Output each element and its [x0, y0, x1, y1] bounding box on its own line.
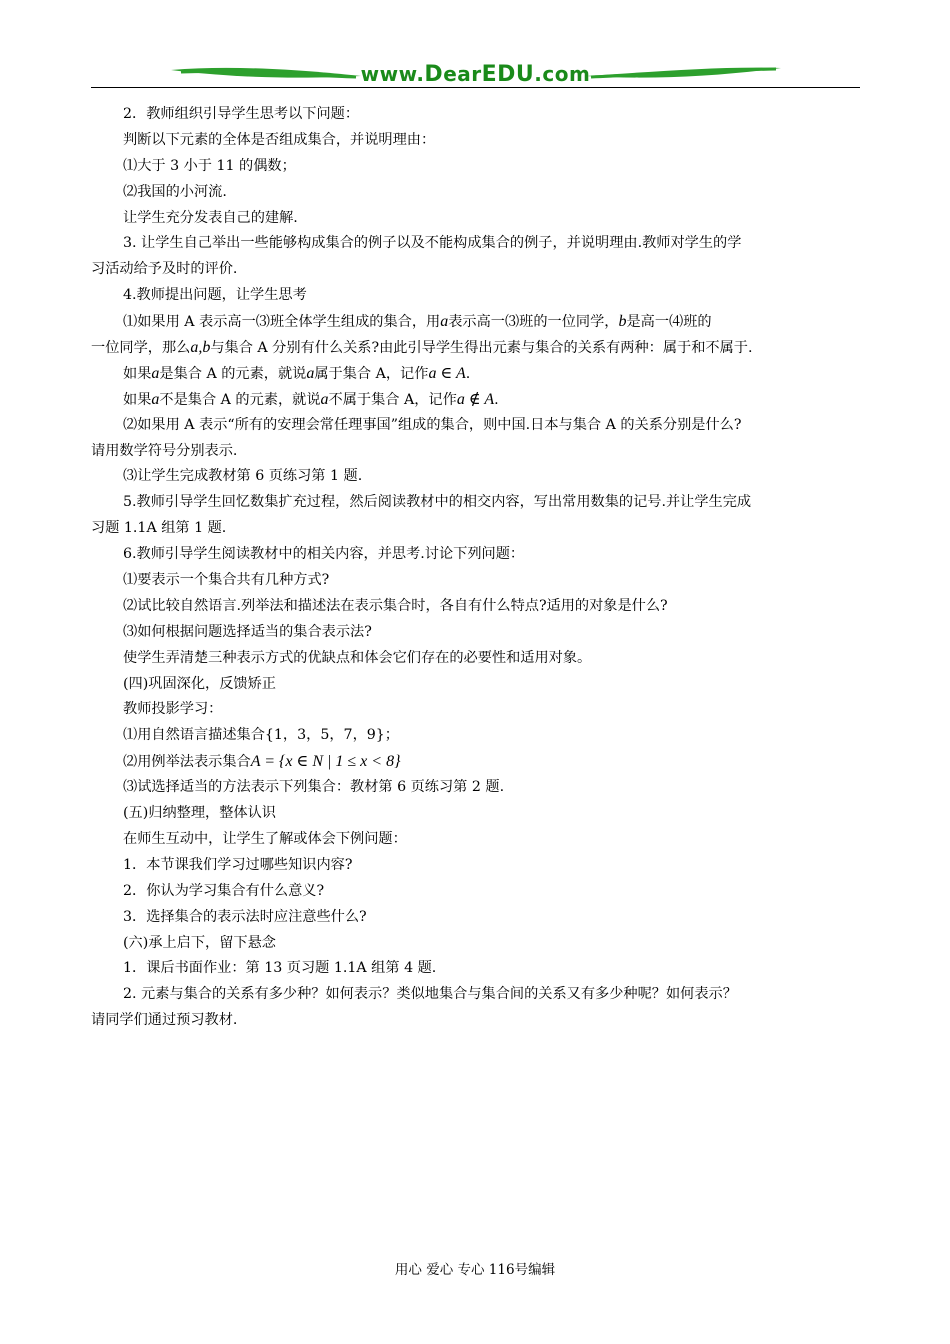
paragraph-line: 1．本节课我们学习过哪些知识内容? — [123, 856, 353, 873]
paragraph-line: 1．课后书面作业：第 13 页习题 1.1A 组第 4 题. — [123, 960, 437, 977]
paragraph-line: ⑴要表示一个集合共有几种方式? — [123, 572, 330, 589]
paragraph-line: 2．教师组织引导学生思考以下问题： — [123, 106, 360, 122]
paragraph-line: ⑶如何根据问题选择适当的集合表示法? — [123, 623, 372, 640]
paragraph-line: 如果a是集合 A 的元素，就说a属于集合 A，记作a ∈ A. — [123, 364, 471, 382]
paragraph-line: 2．你认为学习集合有什么意义? — [123, 882, 325, 899]
paragraph-line: 6.教师引导学生阅读教材中的相关内容，并思考.讨论下列问题： — [123, 546, 525, 563]
header-rule — [91, 87, 860, 88]
paragraph-line: ⑴用自然语言描述集合{1，3，5，7，9}； — [123, 727, 399, 744]
math-a-notin-A: a ∉ A — [456, 390, 495, 408]
paragraph-line: ⑵我国的小河流. — [123, 183, 227, 200]
paragraph-line: ⑶让学生完成教材第 6 页练习第 1 题. — [123, 468, 363, 485]
paragraph-line: 3. 让学生自己举出一些能够构成集合的例子以及不能构成集合的例子，并说明理由.教师对学生的学 — [123, 235, 742, 252]
paragraph-line: 2. 元素与集合的关系有多少种？如何表示？类似地集合与集合间的关系又有多少种呢？如何表示？ — [123, 986, 737, 1003]
paragraph-line: ⑶试选择适当的方法表示下列集合：教材第 6 页练习第 2 题. — [123, 779, 505, 796]
paragraph-line: ⑴如果用 A 表示高一⑶班全体学生组成的集合，用a表示高一⑶班的一位同学，b是高一⑷班的 — [123, 313, 712, 331]
paragraph-line: 请用数学符号分别表示. — [91, 442, 238, 459]
site-logo-text: www.DearEDU.com — [360, 62, 591, 87]
math-a: a — [440, 313, 449, 331]
paragraph-line: 习题 1.1A 组第 1 题. — [91, 520, 227, 537]
section-heading: (六)承上启下，留下悬念 — [123, 934, 276, 951]
paragraph-line: 如果a不是集合 A 的元素，就说a不属于集合 A，记作a ∉ A. — [123, 390, 499, 408]
paragraph-line: 在师生互动中，让学生了解或体会下例问题： — [123, 830, 407, 847]
document-body — [91, 102, 860, 1034]
paragraph-line: 3．选择集合的表示法时应注意些什么? — [123, 908, 367, 925]
paragraph-line: ⑵试比较自然语言.列举法和描述法在表示集合时，各自有什么特点?适用的对象是什么? — [123, 597, 668, 614]
math-a-in-A: a ∈ A — [428, 364, 466, 382]
paragraph-line: ⑵如果用 A 表示“所有的安理会常任理事国”组成的集合，则中国.日本与集合 A 的关系分别是什么? — [123, 416, 742, 433]
math-set-A: A = {x ∈ N | 1 ≤ x < 8} — [250, 753, 401, 771]
math-a-b: a,b — [190, 339, 211, 357]
paragraph-line: 教师投影学习： — [123, 701, 223, 718]
paragraph-line: 判断以下元素的全体是否组成集合，并说明理由： — [123, 131, 436, 148]
section-heading: (四)巩固深化，反馈矫正 — [123, 675, 276, 692]
paragraph-line: 使学生弄清楚三种表示方式的优缺点和体会它们存在的必要性和适用对象。 — [123, 649, 592, 666]
paragraph-line: 请同学们通过预习教材. — [91, 1012, 238, 1029]
paragraph-line: ⑵用例举法表示集合A = {x ∈ N | 1 ≤ x < 8} — [123, 753, 401, 771]
paragraph-line: 让学生充分发表自己的建解. — [123, 209, 298, 226]
math-b: b — [618, 313, 627, 331]
paragraph-line: 一位同学，那么a,b与集合 A 分别有什么关系?由此引导学生得出元素与集合的关系有两种：属于和不属于. — [91, 339, 753, 357]
paragraph-line: 习活动给予及时的评价. — [91, 261, 238, 278]
paragraph-line: 5.教师引导学生回忆数集扩充过程，然后阅读教材中的相交内容，写出常用数集的记号.并让学生完成 — [123, 494, 752, 511]
paragraph-line: ⑴大于 3 小于 11 的偶数； — [123, 157, 296, 174]
section-heading: (五)归纳整理，整体认识 — [123, 805, 276, 822]
page-footer: 用心 爱心 专心 116号编辑 — [394, 1262, 556, 1278]
paragraph-line: 4.教师提出问题，让学生思考 — [123, 287, 307, 304]
